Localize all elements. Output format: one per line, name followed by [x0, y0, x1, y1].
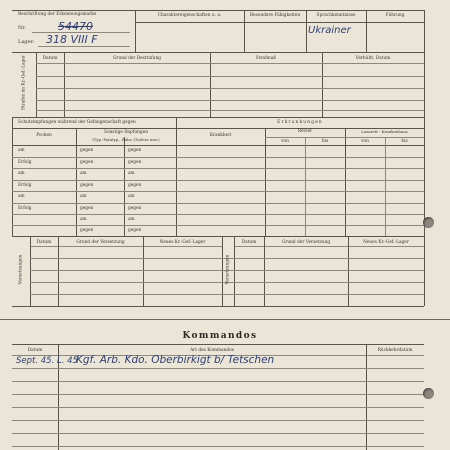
versetzung-r-datum: Datum: [241, 240, 257, 245]
versetzung-r-lager: Neues Kr.-Gef.-Lager: [363, 240, 409, 245]
impfung-row-erfolg-1: Erfolg: [18, 160, 32, 165]
impfung-gegen-6: gegen: [128, 183, 142, 188]
impfung-am-6: am: [128, 217, 135, 222]
kommandos-title: Kommandos: [182, 331, 258, 341]
impfung-gegen-3: gegen: [80, 160, 94, 165]
versetzungen-side-label-right: Versetzungen: [225, 254, 231, 285]
impfung-row-erfolg-2: Erfolg: [18, 183, 32, 188]
erkrankungen-krankheit: Krankheit: [209, 133, 232, 138]
fuehrung-label: Führung: [385, 13, 405, 18]
impfung-am-4: am: [128, 194, 135, 199]
beschriftung-label: Beschriftung der Erkennungsmarke: [18, 12, 97, 17]
impfung-am-1: am: [80, 171, 87, 176]
impfung-row-am-1: am: [18, 148, 25, 153]
versetzung-l-lager: Neues Kr.-Gef.-Lager: [159, 240, 206, 245]
sprachen-label: Sprachkenntnisse: [316, 13, 356, 18]
impfung-gegen-2: gegen: [128, 148, 142, 153]
impfung-row-am-2: am: [18, 171, 25, 176]
kommandos-header-rueckkehr: Rückkehrdatum: [377, 348, 413, 353]
versetzungen-side-label-left: Versetzungen: [18, 254, 24, 285]
lager-value: 318 VIII F: [46, 33, 98, 46]
erkrankungen-lazarett: Lazarett - Krankenhaus: [361, 129, 408, 134]
charakter-label: Charaktereigenschaften u. a.: [157, 13, 222, 18]
versetzung-l-datum: Datum: [36, 240, 52, 245]
kommando-entry-text: Kgf. Arb. Kdo. Oberbirkigt b/ Tetschen: [76, 354, 275, 366]
kommandos-header-art: Art des Kommandos: [190, 348, 234, 353]
erkrankungen-title: Erkrankungen: [277, 120, 323, 125]
impfung-gegen-8: gegen: [128, 206, 142, 211]
lazarett-bis: bis: [401, 139, 408, 144]
strafen-header-grund: Grund der Bestrafung: [113, 56, 161, 61]
impfungen-header-pocken: Pocken: [36, 133, 52, 138]
impfung-gegen-10: gegen: [128, 228, 142, 233]
impfungen-header-sonstige: Sonstige Impfungen: [104, 130, 148, 135]
impfung-gegen-4: gegen: [128, 160, 142, 165]
revier-bis: bis: [321, 139, 329, 144]
versetzung-l-grund: Grund der Versetzung: [76, 240, 125, 245]
strafen-side-label: Strafen im Kr.-Gef.-Lager: [21, 55, 27, 110]
punch-hole-upper: [423, 217, 434, 228]
nr-value: 54470: [58, 20, 93, 33]
impfungen-title: Schutzimpfungen während der Gefangenschaft gegen: [18, 120, 136, 125]
versetzung-r-grund: Grund der Versetzung: [281, 240, 331, 245]
kommando-entry-date: Sept. 45. L. 45: [16, 356, 78, 366]
impfung-am-3: am: [80, 194, 87, 199]
revier-von: von: [281, 139, 289, 144]
faehigkeiten-label: Besondere Fähigkeiten: [249, 13, 301, 18]
impfung-row-erfolg-3: Erfolg: [18, 206, 32, 211]
impfung-gegen-5: gegen: [80, 183, 94, 188]
impfung-row-am-3: am: [18, 194, 25, 199]
strafen-header-strafmass: Strafmaß: [255, 56, 277, 61]
lager-label: Lager:: [18, 39, 35, 45]
erkrankungen-revier: Revier: [297, 129, 313, 134]
impfung-gegen-7: gegen: [80, 206, 94, 211]
strafen-header-verbuesst: Verbüßt, Datum: [355, 56, 391, 61]
kommandos-header-datum: Datum: [27, 348, 43, 353]
nr-label: Nr.: [18, 25, 26, 31]
impfung-gegen-1: gegen: [80, 148, 94, 153]
sprachen-value: Ukrainer: [308, 25, 351, 36]
impfung-am-5: am: [80, 217, 87, 222]
impfungen-header-detail: (Typ.-Paratyp., Ruhr, Cholera usw.): [92, 137, 160, 142]
lazarett-von: von: [361, 139, 369, 144]
impfung-am-2: am: [128, 171, 135, 176]
strafen-header-datum: Datum: [42, 56, 58, 61]
impfung-gegen-9: gegen: [80, 228, 94, 233]
punch-hole-lower: [423, 388, 434, 399]
